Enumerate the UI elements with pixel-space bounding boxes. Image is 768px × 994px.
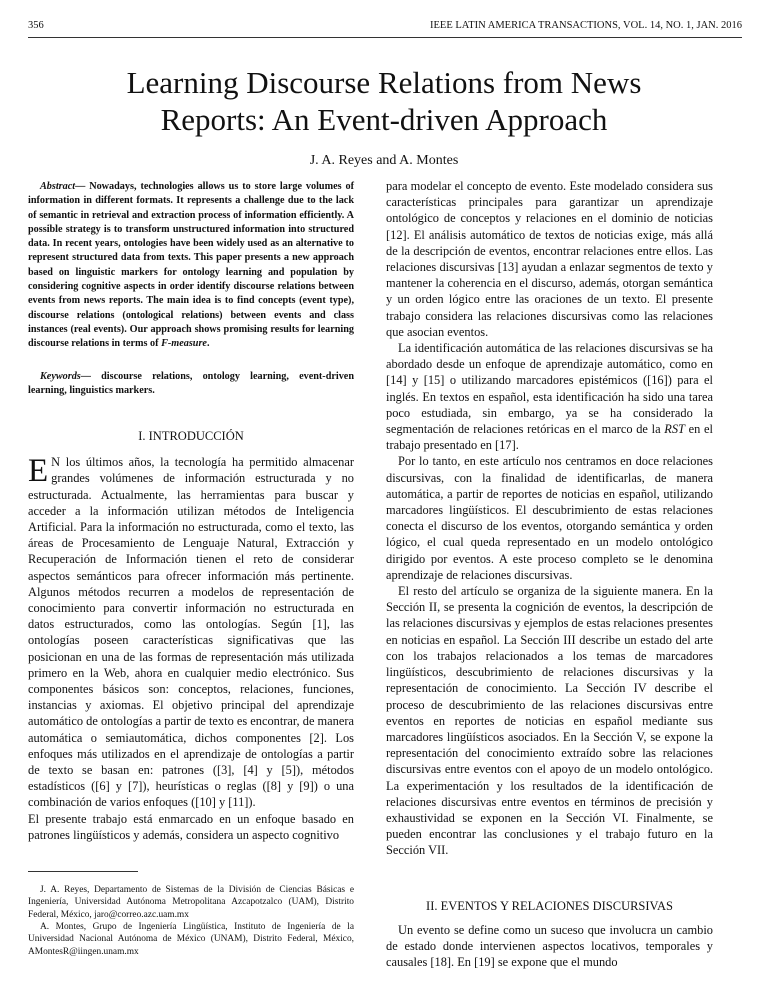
abstract — [28, 180, 354, 352]
footnote-rule — [28, 871, 138, 872]
rst-term: RST — [664, 422, 685, 437]
section-2-paragraph-1: Un evento se define como un suceso que involucra un cambio de estado donde intervienen aspectos locativos, temporales y causales [18]. En [19] se expone que el mundo — [386, 922, 713, 969]
title-line-1: Learning Discourse Relations from News — [126, 65, 642, 100]
keywords-text: — discourse relations, ontology learning, event-driven learning, linguistics markers. — [28, 370, 354, 396]
intro-paragraph-4-end: en el trabajo presentado en [17]. — [386, 422, 713, 453]
intro-paragraph-1-text: N los últimos años, la tecnología ha permitido almacenar grandes volúmenes de información estructurada y no estructurada. Actualmente, las herramientas para buscar y acceder a la información utilizan métodos de Inteligencia Artificial. Para la información no estructurada, como el texto, las áreas de Procesamiento de Lenguaje Natural, Extracción y Recuperación de Información tienen el reto de considerar aspectos semánticos para ofrecer información más pertinente. Algunos métodos recurren a modelos de representación de conocimiento para convertir información no estructurada en datos estructurados, como las ontologías. Según [1], las ontologías poseen características significativas que las posicionan en una de las formas de representación más utilizada primero en la Web, ahora en cualquier medio electrónico. Sus componentes básicos son: conceptos, relaciones, funciones, instancias y axiomas. El objetivo principal del aprendizaje automático de ontologías a partir de texto es encontrar, de manera automática o semiautomática, dichos componentes [2]. Los enfoques más utilizados en el aprendizaje de ontologías a partir de texto se basan en: patrones ([3], [4] y [5]), métodos estadísticos ([6] y [7]), heurísticas o reglas ([8] y [9]) o una combinación de varios enfoques ([10] y [11]). — [28, 455, 355, 810]
footnote-author-1: J. A. Reyes, Departamento de Sistemas de la División de Ciencias Básicas e Ingeniería, Universidad Autónoma Metropolitana Azcapotzalco (UAM), Distrito Federal, México, jaro@correo.azc.uam.mx — [28, 885, 354, 920]
intro-paragraph-4 — [386, 340, 713, 453]
intro-paragraph-5: Por lo tanto, en este artículo nos centramos en doce relaciones discursivas, con la finalidad de identificarlas, de manera automática, a partir de reportes de noticias en español, utilizando marcadores lingüísticos. El descubrimiento de estas relaciones conecta el discurso de los eventos, otorgando semántica y orden lógico, el cual queda representado en un modelo ontológico dirigido por eventos. A este proceso completo se le denomina aprendizaje de relaciones discursivas. — [386, 454, 713, 582]
author-line: J. A. Reyes and A. Montes — [309, 153, 459, 168]
section-1-heading: I. INTRODUCCIÓN — [138, 429, 244, 444]
intro-paragraph-3: para modelar el concepto de evento. Este modelado considera sus características principales para garantizar un aprendizaje ontológico de conceptos y relaciones en el dominio de noticias [12]. El análisis automático de textos de noticias exige, más allá de la descripción de eventos, encontrar relaciones entre ellos. Las relaciones discursivas [13] ayudan a enlazar segmentos de texto y mantener la coherencia en el discurso, además, otorgan semántica y un orden lógico entre las oraciones de un texto. El presente trabajo considera las relaciones discursivas como las relaciones que asocian eventos. — [386, 179, 713, 339]
intro-paragraph-4-text: La identificación automática de las relaciones discursivas se ha abordado desde un enfoque de aprendizaje automático, como en [14] y [15] o utilizando marcadores epistémicos ([16]) para el inglés. En textos en español, esta identificación ha sido una tarea poco estudiada, sin embargo, ya se ha considerado la segmentación de relaciones retóricas en el marco de la — [386, 341, 713, 437]
intro-paragraph-2: El presente trabajo está enmarcado en un enfoque basado en patrones lingüísticos y además, considera un aspecto cognitivo — [28, 811, 354, 842]
paper-title — [60, 64, 708, 138]
section-2-heading: II. EVENTOS Y RELACIONES DISCURSIVAS — [426, 898, 673, 913]
intro-paragraph-6: El resto del artículo se organiza de la siguiente manera. En la Sección II, se presenta la cognición de eventos, la descripción de las relaciones discursivas y ejemplos de estas relaciones presentes en noticias en español. La Sección III describe un estado del arte con los trabajos relacionados a los temas de marcadores lingüísticos, descubrimiento de relaciones discursivas y la representación de conocimiento. La Sección IV describe el proceso de descubrimiento de las relaciones discursivas entre eventos en reportes de noticias en español mediante sus marcadores lingüísticos asociados. En la Sección V, se expone la representación del conocimiento extraído sobre las relaciones discursivas entre eventos con el apoyo de un modelo ontológico. La experimentación y los resultados de la identificación de relaciones discursivas entre eventos en términos de precisión y exhaustividad se exponen en la Sección VI. Finalmente, se pueden encontrar las conclusiones y el trabajo futuro en la Sección VII. — [386, 584, 713, 858]
keywords-label: Keywords — [40, 370, 81, 382]
page-number: 356 — [28, 20, 44, 31]
title-line-2: Reports: An Event-driven Approach — [160, 102, 608, 137]
abstract-text: — Nowadays, technologies allows us to store large volumes of information in different formats. It represents a challenge due to the lack of semantic in retrieval and extraction process of information efficiently. A possible strategy is to transform unstructured information into structured data. In recent years, ontologies have been widely used as an alternative to represent structured data from texts. This paper presents a new approach based on linguistic markers for ontology learning and population by considering cognitive aspects in order identify discourse relations between events from news reports. The main idea is to find concepts (event type), discourse relations (ontological relations) between events and class instances (real events). Our approach shows promising results for learning discourse relations in terms of — [28, 181, 354, 350]
running-header — [28, 20, 742, 38]
abstract-emph: F-measure — [161, 338, 207, 350]
abstract-end: . — [206, 338, 210, 350]
keywords — [28, 370, 354, 399]
abstract-label: Abstract — [40, 181, 76, 192]
left-column — [28, 180, 354, 958]
right-column — [386, 178, 713, 970]
journal-reference: IEEE LATIN AMERICA TRANSACTIONS, VOL. 14, NO. 1, JAN. 2016 — [430, 20, 742, 31]
section-1-body — [28, 454, 354, 843]
footnote-author-2: A. Montes, Grupo de Ingeniería Lingüística, Instituto de Ingeniería de la Universidad Nacional Autónoma de México (UNAM), Distrito Federal, México, AMontesR@iingen.unam.mx — [28, 921, 354, 957]
drop-cap: E — [28, 453, 49, 490]
intro-paragraph-1 — [28, 454, 354, 810]
